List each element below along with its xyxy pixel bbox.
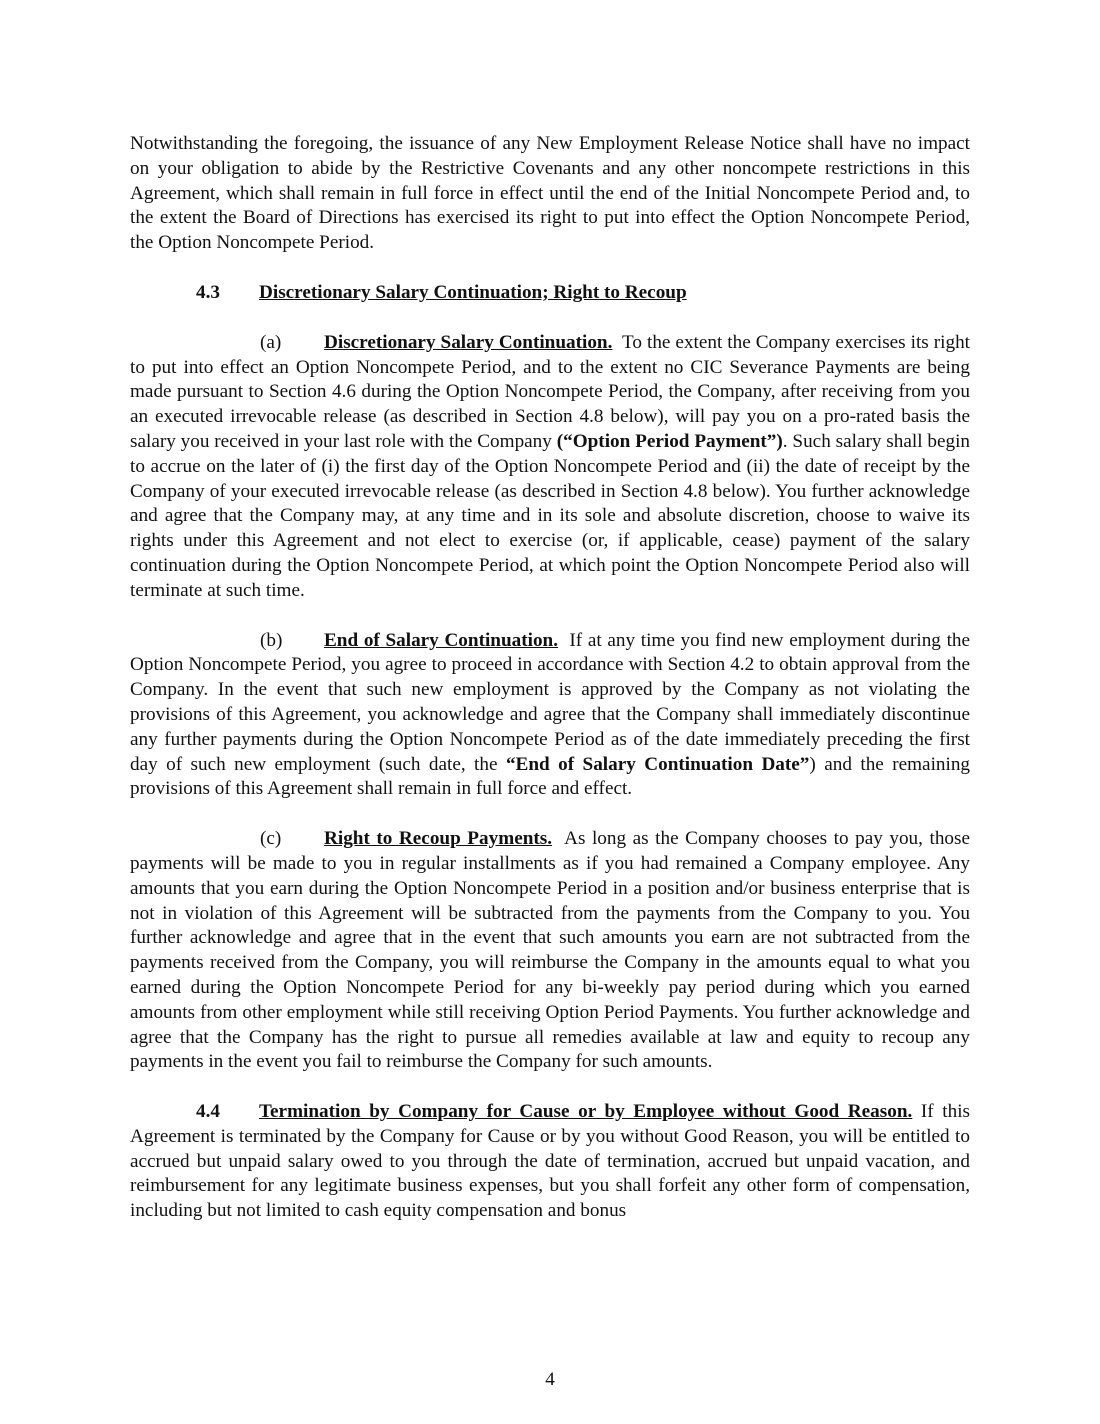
section-4-3-b-label: (b) (260, 629, 283, 651)
section-4-3-c-paragraph (130, 827, 970, 1075)
section-4-3-b-title: End of Salary Continuation. (324, 629, 559, 651)
section-4-3-b-text1: If at any time you find new employment during the Option Noncompete Period, you agree to proceed in accordance with Section 4.2 to obtain approval from the Company. In the event that such new employment is approved by the Company as not violating the provisions of this Agreement, you acknowledge and agree that the Company shall immediately discontinue any further payments during the Option Noncompete Period as of the date immediately preceding the first day of such new employment (such date, the (130, 629, 971, 775)
section-4-3-b-defined-term: “End of Salary Continuation Date” (505, 753, 810, 775)
page-content (130, 132, 970, 1224)
section-4-3-a-defined-term: (“Option Period Payment”) (556, 430, 783, 452)
section-4-4-number: 4.4 (196, 1101, 220, 1123)
intro-paragraph: Notwithstanding the foregoing, the issuance of any New Employment Release Notice shall have no impact on your obligation to abide by the Restrictive Covenants and any other noncompete restrictions in this Agreement, which shall remain in full force in effect until the end of the Initial Noncompete Period and, to the extent the Board of Directions has exercised its right to put into effect the Option Noncompete Period, the Option Noncompete Period. (130, 133, 970, 254)
section-4-4-paragraph (130, 1100, 970, 1224)
section-4-3-heading (196, 281, 970, 306)
section-4-4-title: Termination by Company for Cause or by Employee without Good Reason. (259, 1101, 913, 1123)
section-4-3-a-paragraph (130, 331, 970, 604)
section-4-4-text: If this Agreement is terminated by the Company for Cause or by you without Good Reason, you will be entitled to accrued but unpaid salary owed to you through the date of termination, accrued but unpaid vacation, and reimbursement for any legitimate business expenses, but you shall forfeit any other form of compensation, including but not limited to cash equity compensation and bonus (130, 1101, 971, 1222)
section-4-3-number: 4.3 (196, 281, 220, 303)
section-4-3-a-text1: To the extent the Company exercises its right to put into effect an Option Noncompete Period, and to the extent no CIC Severance Payments are being made pursuant to Section 4.6 during the Option Noncompete Period, the Company, after receiving from you an executed irrevocable release (as described in Section 4.8 below), will pay you on a pro-rated basis the salary you received in your last role with the Company (130, 331, 970, 452)
section-4-3-c-title: Right to Recoup Payments. (324, 828, 553, 850)
section-4-3-a-title: Discretionary Salary Continuation. (324, 331, 613, 353)
section-4-3-a-label: (a) (260, 331, 282, 353)
section-4-3-b-paragraph (130, 629, 970, 803)
page-number: 4 (545, 1369, 555, 1390)
section-4-3-b-text2: ) and the remaining provisions of this Agreement shall remain in full force and effect. (130, 753, 971, 800)
section-4-3-title: Discretionary Salary Continuation; Right to Recoup (259, 281, 687, 303)
section-4-3-a-text2: . Such salary shall begin to accrue on the later of (i) the first day of the Option Noncompete Period and (ii) the date of receipt by the Company of your executed irrevocable release (as described in Section 4.8 below). You further acknowledge and agree that the Company may, at any time and in its sole and absolute discretion, choose to waive its rights under this Agreement and not elect to exercise (or, if applicable, cease) payment of the salary continuation during the Option Noncompete Period, at which point the Option Noncompete Period also will terminate at such time. (130, 430, 970, 601)
section-4-3-c-text: As long as the Company chooses to pay you, those payments will be made to you in regular installments as if you had remained a Company employee. Any amounts that you earn during the Option Noncompete Period in a position and/or business enterprise that is not in violation of this Agreement will be subtracted from the payments from the Company to you. You further acknowledge and agree that in the event that such amounts you earn are not subtracted from the payments received from the Company, you will reimburse the Company in the amounts equal to what you earned during the Option Noncompete Period for any bi-weekly pay period during which you earned amounts from other employment while still receiving Option Period Payments. You further acknowledge and agree that the Company has the right to pursue all remedies available at law and equity to recoup any payments in the event you fail to reimburse the Company for such amounts. (130, 828, 970, 1073)
section-4-3-c-label: (c) (260, 828, 282, 850)
